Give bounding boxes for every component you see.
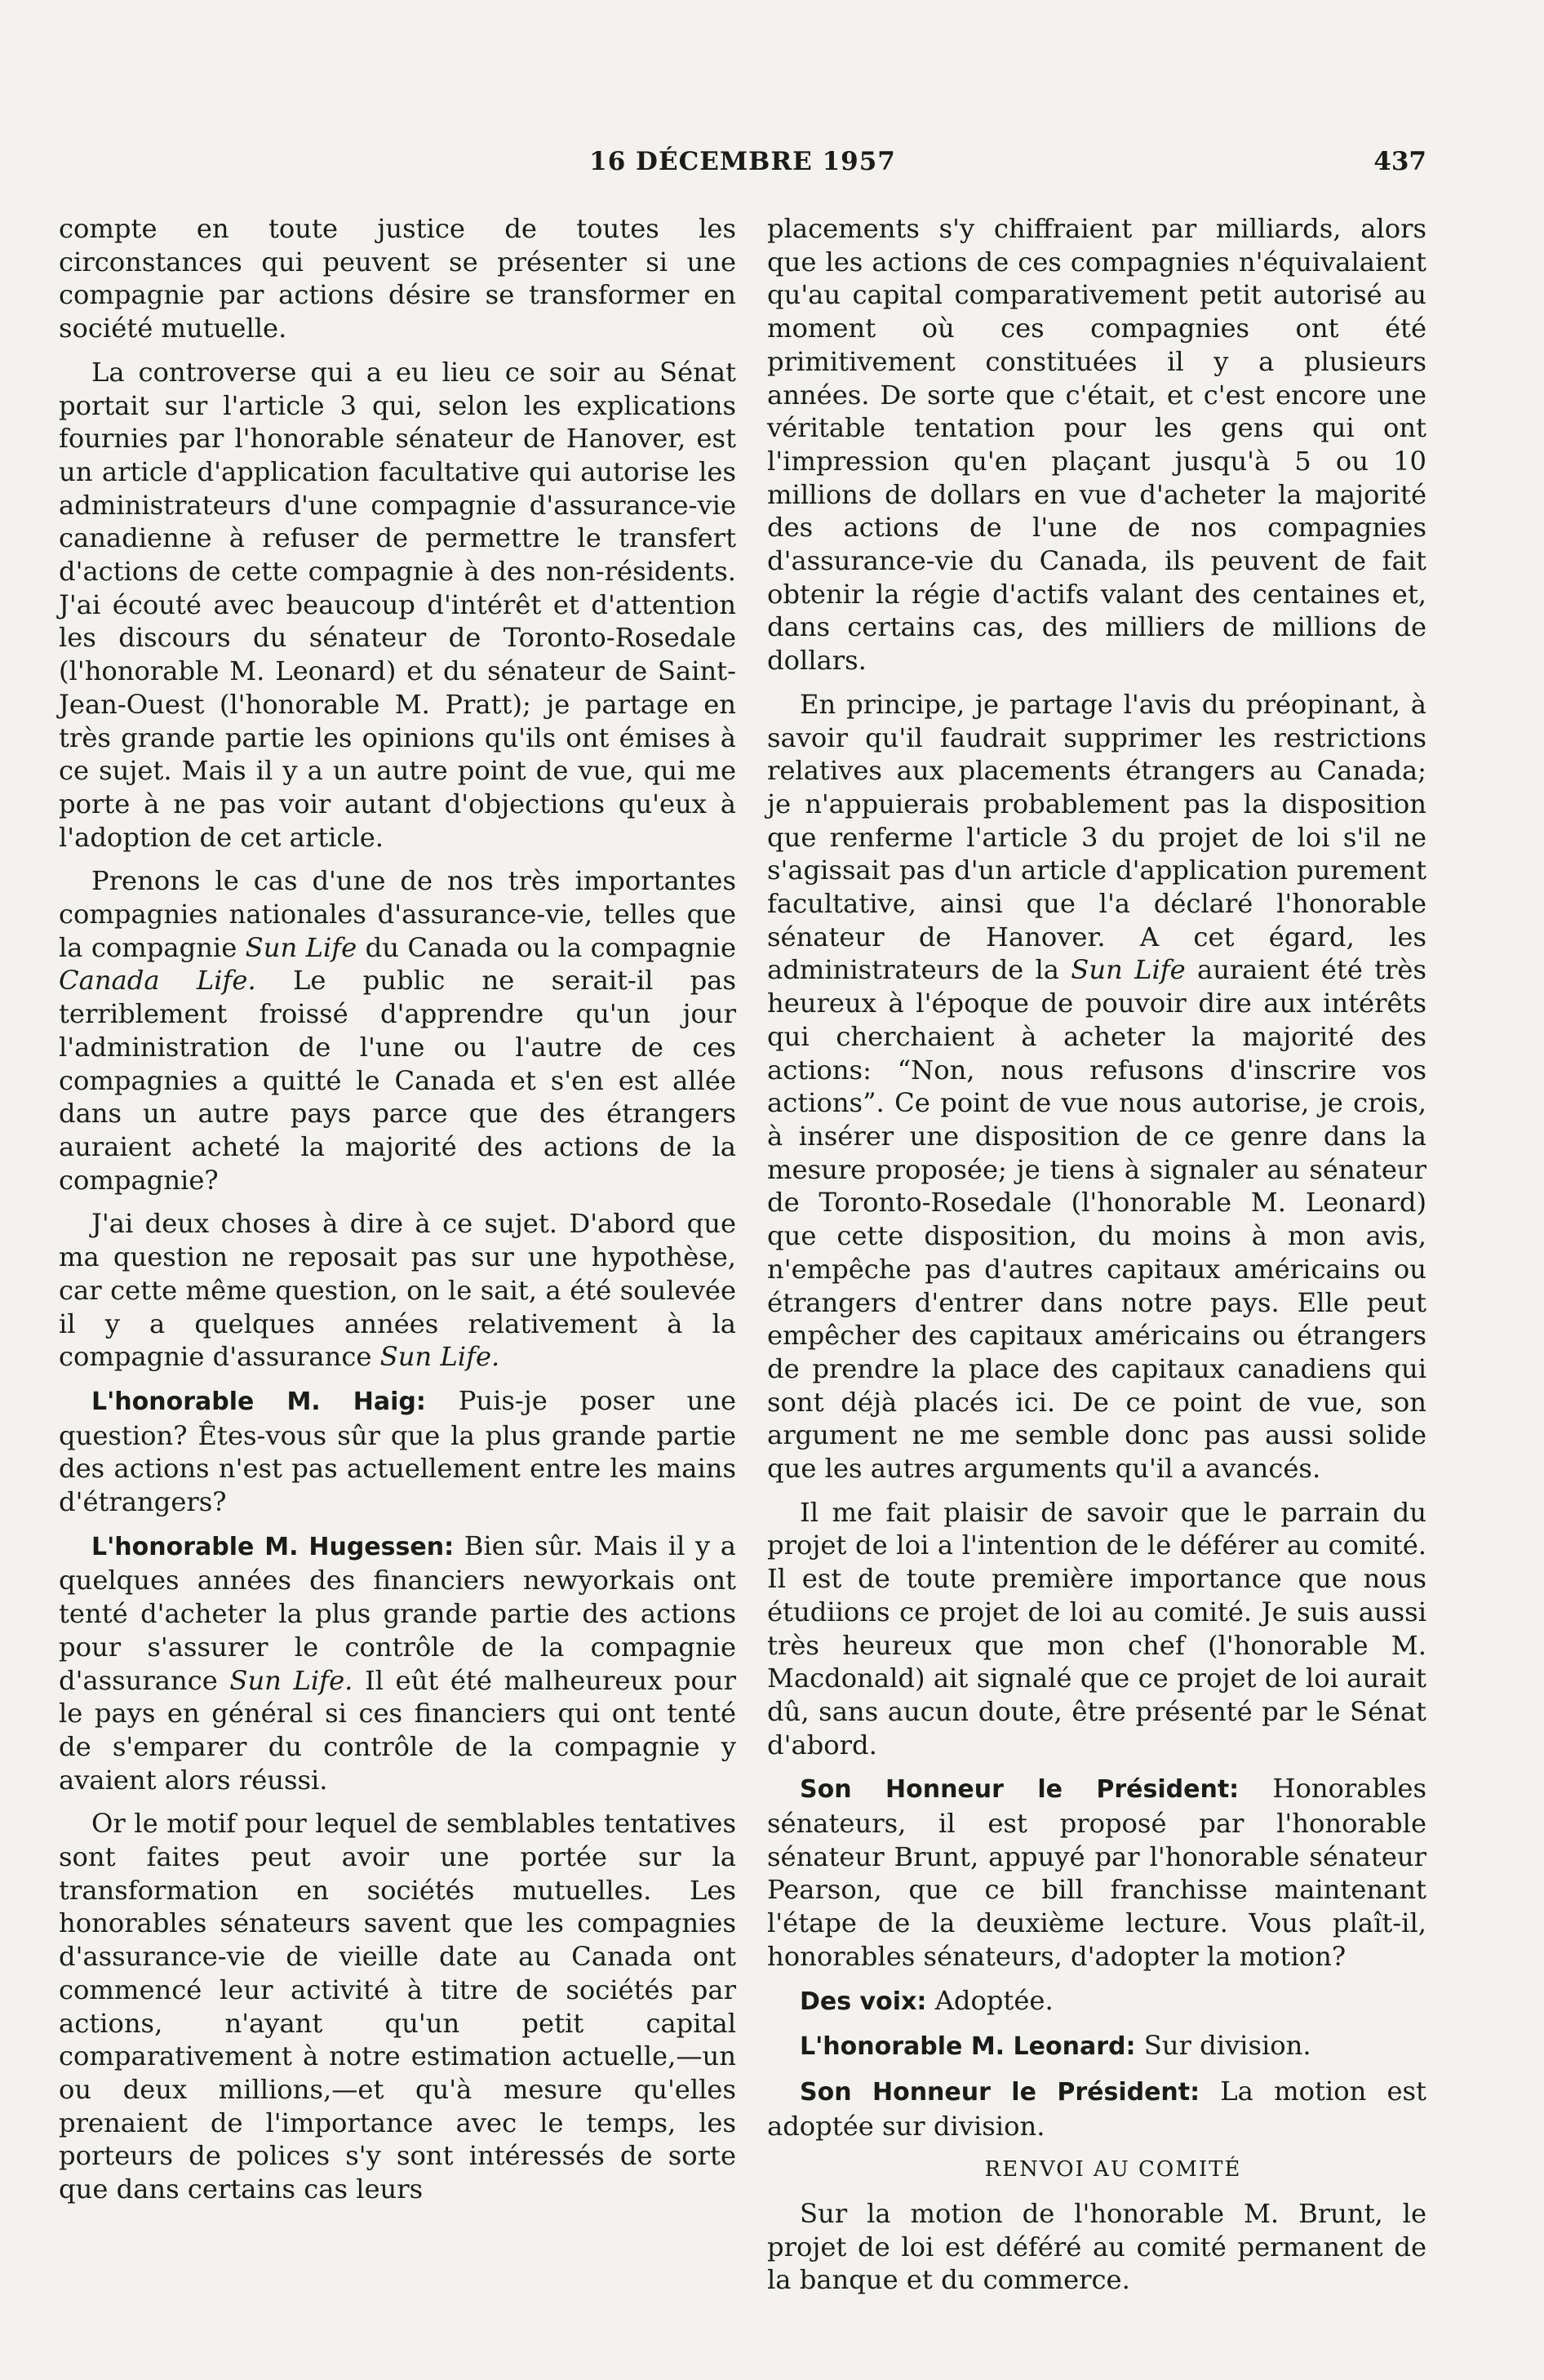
italic-text: Sun Life <box>245 931 357 963</box>
italic-text: Sun Life. <box>379 1341 500 1373</box>
speaker-name: Son Honneur le Président: <box>800 2077 1200 2107</box>
speaker-name: Des voix: <box>800 1987 927 2016</box>
text-run: Honorables sénateurs, il est proposé par l'honorable sénateur Brunt, appuyé par l'honorable sénateur Pearson, que ce bill franchisse maintenant l'étape de la deuxième lecture. Vous plaît-il, honorables sénateurs, d'adopter la motion? <box>767 1773 1426 1972</box>
paragraph: Or le motif pour lequel de semblables tentatives sont faites peut avoir une portée sur la transformation en sociétés mutuelles. Les honorables sénateurs savent que les compagnies d'assurance-vie de vieille date au Canada ont commencé leur activité à titre de sociétés par actions, n'ayant qu'un petit capital comparativement à notre estimation actuelle,—un ou deux millions,—et qu'à mesure qu'elles prenaient de l'importance avec le temps, les porteurs de polices s'y sont intéressés de sorte que dans certains cas leurs <box>59 1808 736 2205</box>
text-run: Bien sûr. Mais il y a quelques années des financiers newyorkais ont tenté d'acheter la plus grande partie des actions pour s'assurer le contrôle de la compagnie d'assurance <box>59 1530 736 1696</box>
text-run: Sur division. <box>1135 2030 1311 2062</box>
italic-text: Canada Life. <box>59 965 256 997</box>
paragraph <box>59 1384 736 1519</box>
page-number: 437 <box>1373 147 1426 176</box>
right-column <box>767 212 1426 2307</box>
speaker-name: L'honorable M. Leonard: <box>800 2032 1136 2062</box>
text-run: Le public ne serait-il pas terriblement froissé d'apprendre qu'un jour l'administration de l'une ou l'autre de ces compagnies a quitté le Canada et s'en est allée dans un autre pays parce que des étrangers auraient acheté la majorité des actions de la compagnie? <box>59 965 736 1196</box>
paragraph <box>59 1530 736 1797</box>
speaker-name: L'honorable M. Hugessen: <box>91 1532 455 1561</box>
paragraph: La controverse qui a eu lieu ce soir au Sénat portait sur l'article 3 qui, selon les explications fournies par l'honorable sénateur de Hanover, est un article d'application facultative qui autorise les administrateurs d'une compagnie d'assurance-vie canadienne à refuser de permettre le transfert d'actions de cette compagnie à des non-résidents. J'ai écouté avec beaucoup d'intérêt et d'attention les discours du sénateur de Toronto-Rosedale (l'honorable M. Leonard) et du sénateur de Saint-Jean-Ouest (l'honorable M. Pratt); je partage en très grande partie les opinions qu'ils ont émises à ce sujet. Mais il y a un autre point de vue, qui me porte à ne pas voir autant d'objections qu'eux à l'adoption de cet article. <box>59 356 736 853</box>
text-run: Prenons le cas d'une de nos très importantes compagnies nationales d'assurance-vie, telles que la compagnie <box>59 865 736 963</box>
italic-text: Sun Life <box>1071 954 1186 986</box>
section-heading: RENVOI AU COMITÉ <box>984 2157 1242 2182</box>
speaker-name: Son Honneur le Président: <box>800 1775 1240 1805</box>
paragraph: Sur la motion de l'honorable M. Brunt, le projet de loi est déféré au comité permanent de la banque et du commerce. <box>767 2198 1426 2296</box>
left-column <box>59 212 736 2217</box>
paragraph <box>767 2075 1426 2142</box>
text-run: Il eût été malheureux pour le pays en général si ces financiers qui ont tenté de s'emparer du contrôle de la compagnie y avaient alors réussi. <box>59 1664 736 1796</box>
speaker-name: L'honorable M. Haig: <box>91 1387 426 1416</box>
paragraph <box>767 688 1426 1485</box>
paragraph <box>767 1984 1426 2019</box>
header-date: 16 DÉCEMBRE 1957 <box>589 147 896 176</box>
paragraph <box>59 1207 736 1374</box>
paragraph <box>767 2029 1426 2064</box>
text-run: Adoptée. <box>926 1984 1054 2016</box>
paragraph <box>767 1772 1426 1973</box>
page-header <box>59 147 1426 188</box>
text-run: du Canada ou la compagnie <box>357 931 736 963</box>
paragraph: placements s'y chiffraient par milliards, alors que les actions de ces compagnies n'équivalaient qu'au capital comparativement petit autorisé au moment où ces compagnies ont été primitivement constituées il y a plusieurs années. De sorte que c'était, et c'est encore une véritable tentation pour les gens qui ont l'impression qu'en plaçant jusqu'à 5 ou 10 millions de dollars en vue d'acheter la majorité des actions de l'une de nos compagnies d'assurance-vie du Canada, ils peuvent de fait obtenir la régie d'actifs valant des centaines et, dans certains cas, des milliers de millions de dollars. <box>767 213 1426 677</box>
text-run: J'ai deux choses à dire à ce sujet. D'abord que ma question ne reposait pas sur une hypothèse, car cette même question, on le sait, a été soulevée il y a quelques années relativement à la compagnie d'assurance <box>59 1208 736 1373</box>
italic-text: Sun Life. <box>229 1664 353 1696</box>
text-run: En principe, je partage l'avis du préopinant, à savoir qu'il faudrait supprimer les restrictions relatives aux placements étrangers au Canada; je n'appuierais probablement pas la disposition que renferme l'article 3 du projet de loi s'il ne s'agissait pas d'un article d'application purement facultative, ainsi que l'a déclaré l'honorable sénateur de Hanover. A cet égard, les administrateurs de la <box>767 688 1426 986</box>
text-run: Puis-je poser une question? Êtes-vous sûr que la plus grande partie des actions n'est pas actuellement entre les mains d'étrangers? <box>59 1384 736 1518</box>
paragraph: compte en toute justice de toutes les circonstances qui peuvent se présenter si une compagnie par actions désire se transformer en société mutuelle. <box>59 213 736 344</box>
paragraph: Il me fait plaisir de savoir que le parrain du projet de loi a l'intention de le déférer au comité. Il est de toute première importance que nous étudiions ce projet de loi au comité. Je suis aussi très heureux que mon chef (l'honorable M. Macdonald) ait signalé que ce projet de loi aurait dû, sans aucun doute, être présenté par le Sénat d'abord. <box>767 1496 1426 1761</box>
text-run: La motion est adoptée sur division. <box>767 2075 1426 2142</box>
text-run: auraient été très heureux à l'époque de pouvoir dire aux intérêts qui cherchaient à acheter la majorité des actions: “Non, nous refusons d'inscrire vos actions”. Ce point de vue nous autorise, je crois, à insérer une disposition de ce genre dans la mesure proposée; je tiens à signaler au sénateur de Toronto-Rosedale (l'honorable M. Leonard) que cette disposition, du moins à mon avis, n'empêche pas d'autres capitaux américains ou étrangers d'entrer dans notre pays. Elle peut empêcher des capitaux américains ou étrangers de prendre la place des capitaux canadiens qui sont déjà placés ici. De ce point de vue, son argument ne me semble donc pas aussi solide que les autres arguments qu'il a avancés. <box>767 954 1426 1485</box>
paragraph <box>59 864 736 1197</box>
